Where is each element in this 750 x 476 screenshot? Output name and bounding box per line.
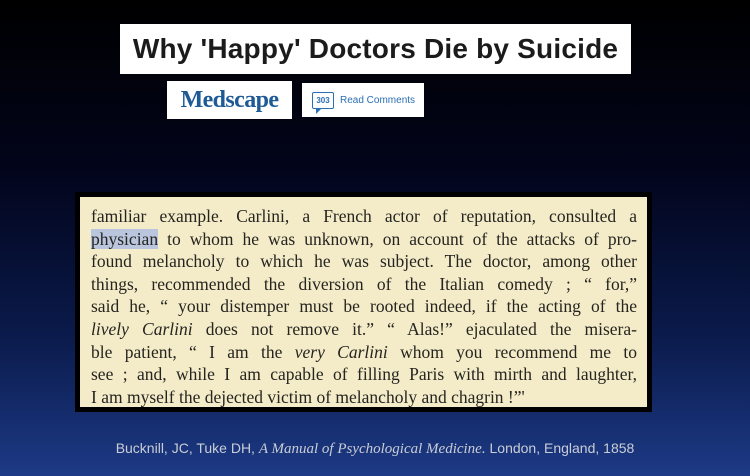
comment-bubble-icon xyxy=(312,92,334,109)
excerpt-line xyxy=(91,250,637,273)
highlighted-word: physician xyxy=(91,228,159,249)
book-excerpt xyxy=(75,192,652,412)
article-title: Why 'Happy' Doctors Die by Suicide xyxy=(132,33,619,64)
excerpt-text: things, recommended the diversion of the Italian comedy ; “ for,” xyxy=(91,273,637,294)
excerpt-line xyxy=(91,273,637,296)
excerpt-text: does not remove it.” “ Alas!” ejaculated the misera- xyxy=(192,318,637,339)
medscape-logo-text: Medscape xyxy=(180,86,279,113)
excerpt-line xyxy=(91,363,637,386)
read-comments-button[interactable] xyxy=(302,83,424,117)
italic-phrase: lively Carlini xyxy=(91,318,193,339)
excerpt-text: whom you recommend me to xyxy=(387,341,637,362)
citation xyxy=(0,440,750,458)
excerpt-text: familiar example. Carlini, a French actor of reputation, consulted a xyxy=(91,206,637,226)
excerpt-line xyxy=(91,295,637,318)
excerpt-text: found melancholy to which he was subject. The doctor, among other xyxy=(91,251,637,272)
excerpt-line xyxy=(91,341,637,364)
excerpt-text: to whom he was unknown, on account of the attacks of pro- xyxy=(158,228,637,249)
comment-count: 303 xyxy=(316,95,330,105)
excerpt-text: said he, “ your distemper must be rooted indeed, if the acting of the xyxy=(91,296,637,317)
italic-phrase: very Carlini xyxy=(294,341,388,362)
excerpt-page xyxy=(80,197,647,407)
medscape-logo[interactable] xyxy=(167,81,292,119)
excerpt-line xyxy=(91,386,637,409)
citation-place-year: London, England, 1858 xyxy=(485,440,635,456)
excerpt-text: see ; and, while I am capable of filling Paris with mirth and laughter, xyxy=(91,364,637,385)
headline-banner xyxy=(120,24,631,74)
excerpt-line xyxy=(91,228,637,251)
citation-authors: Bucknill, JC, Tuke DH, xyxy=(115,440,259,456)
excerpt-text: I am myself the dejected victim of melancholy and chagrin !”' xyxy=(91,386,525,407)
excerpt-line xyxy=(91,205,637,228)
citation-book-title: A Manual of Psychological Medicine. xyxy=(258,441,486,457)
excerpt-text: ble patient, “ I am the xyxy=(91,341,295,362)
read-comments-label: Read Comments xyxy=(340,94,416,106)
excerpt-line xyxy=(91,318,637,341)
